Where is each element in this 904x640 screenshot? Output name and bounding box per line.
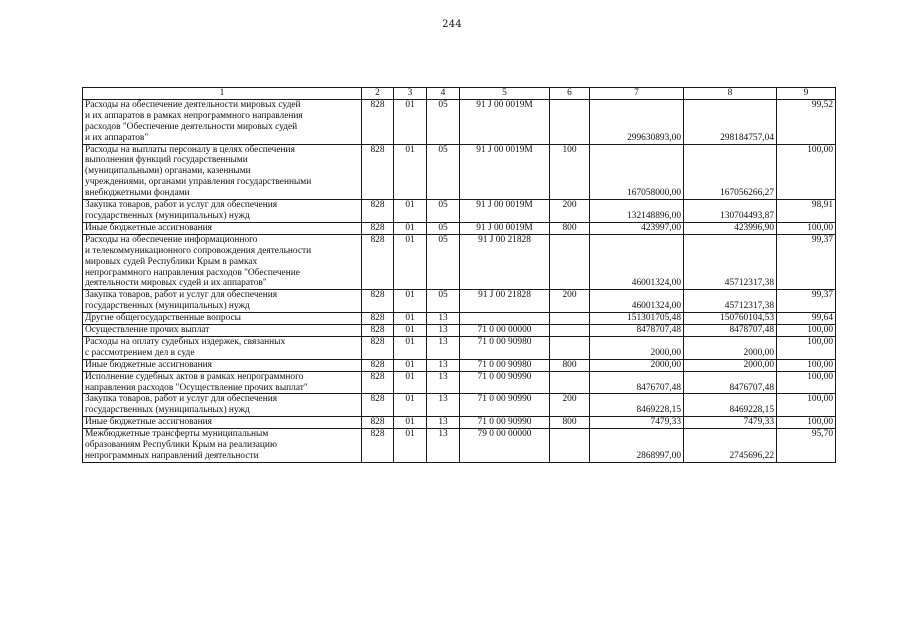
planned-amount-cell [590,313,684,325]
expense-type-code-cell [550,429,590,463]
executed-amount-cell [684,359,777,371]
target-article-code: 91 J 00 0019M [476,222,533,233]
planned-amount: 132148896,00 [627,210,681,221]
row-name: Закупка товаров, работ и услуг для обеспечения государственных (муниципальных) нужд [85,290,278,312]
executed-amount: 298184757,04 [720,132,774,143]
admin-code: 828 [370,200,385,211]
section-code: 01 [405,325,415,336]
expense-type-code: 800 [562,222,577,233]
subsection-code-cell [427,222,460,234]
admin-code: 828 [370,144,385,155]
target-article-code: 91 J 00 0019M [476,200,533,211]
planned-amount: 151301705,48 [627,313,681,324]
execution-percent: 100,00 [807,336,833,347]
admin-code: 828 [370,325,385,336]
target-article-code-cell [460,336,550,359]
section-code-cell [394,222,427,234]
expense-type-code-cell [550,371,590,394]
target-article-code-cell [460,359,550,371]
row-name: Исполнение судебных актов в рамках непрограммного направления расходов "Осуществление прочих выплат" [85,371,308,393]
column-header: 1 [83,88,362,100]
expense-type-code-cell [550,394,590,417]
table-row [83,200,836,223]
expense-type-code-cell [550,417,590,429]
execution-percent-cell [777,429,836,463]
expense-type-code-cell [550,313,590,325]
section-code-cell [394,313,427,325]
subsection-code: 13 [438,336,448,347]
subsection-code-cell [427,336,460,359]
section-code-cell [394,394,427,417]
planned-amount-cell [590,429,684,463]
section-code: 01 [405,371,415,382]
execution-percent: 95,70 [811,429,833,440]
target-article-code: 71 0 00 00000 [477,325,532,336]
target-article-code: 71 0 00 90980 [477,336,532,347]
table-row [83,394,836,417]
page-number: 244 [442,19,462,30]
execution-percent: 100,00 [807,359,833,370]
admin-code-cell [362,417,394,429]
admin-code-cell [362,234,394,290]
executed-amount-cell [684,325,777,337]
row-name-cell [83,394,362,417]
section-code: 01 [405,336,415,347]
subsection-code-cell [427,200,460,223]
execution-percent-cell [777,371,836,394]
section-code-cell [394,290,427,313]
subsection-code-cell [427,99,460,144]
executed-amount: 45712317,38 [724,301,774,312]
section-code-cell [394,417,427,429]
target-article-code-cell [460,371,550,394]
row-name: Расходы на обеспечение деятельности мировых судей и их аппаратов в рамках непрограммного направления расходов "Обеспечение деятельности мировых судей и их аппаратов" [85,99,303,143]
execution-percent: 100,00 [807,325,833,336]
planned-amount-cell [590,359,684,371]
planned-amount-cell [590,371,684,394]
execution-percent: 100,00 [807,144,833,155]
execution-percent-cell [777,325,836,337]
target-article-code-cell [460,200,550,223]
planned-amount-cell [590,336,684,359]
row-name-cell [83,417,362,429]
section-code-cell [394,99,427,144]
execution-percent-cell [777,222,836,234]
execution-percent: 99,37 [811,234,833,245]
expense-type-code-cell [550,359,590,371]
planned-amount-cell [590,144,684,200]
row-name: Иные бюджетные ассигнования [85,222,212,233]
execution-percent-cell [777,290,836,313]
section-code: 01 [405,234,415,245]
section-code-cell [394,234,427,290]
execution-percent-cell [777,234,836,290]
admin-code: 828 [370,429,385,440]
planned-amount: 2868997,00 [636,451,681,461]
subsection-code-cell [427,371,460,394]
admin-code-cell [362,200,394,223]
admin-code-cell [362,429,394,463]
row-name: Расходы на выплаты персоналу в целях обеспечения выполнения функций государственными (муниципальными) органами, казенными учреждениями, органами управления государственными внебюджетными фондами [85,144,312,199]
executed-amount: 2000,00 [743,359,774,370]
executed-amount-cell [684,234,777,290]
subsection-code: 13 [438,394,448,405]
executed-amount-cell [684,313,777,325]
target-article-code: 71 0 00 90990 [477,417,532,428]
subsection-code: 05 [438,99,448,110]
column-header: 3 [394,88,427,100]
subsection-code: 13 [438,371,448,382]
target-article-code-cell [460,234,550,290]
table-row [83,429,836,463]
subsection-code-cell [427,325,460,337]
table-row [83,371,836,394]
target-article-code: 91 J 00 21828 [478,290,531,301]
row-name: Расходы на обеспечение информационного и телекоммуникационного сопровождения деятельности мировых судей Республики Крым в рамках непрограммного направления расходов "Обеспечение деятельности мировых судей и их аппаратов" [85,234,312,289]
executed-amount: 8476707,48 [729,382,774,393]
row-name-cell [83,429,362,463]
execution-percent-cell [777,200,836,223]
executed-amount-cell [684,336,777,359]
section-code-cell [394,325,427,337]
expense-type-code: 200 [562,200,577,211]
execution-percent: 99,52 [811,99,833,110]
expense-type-code-cell [550,222,590,234]
row-name-cell [83,200,362,223]
section-code-cell [394,144,427,200]
planned-amount: 2000,00 [650,347,681,358]
execution-percent: 99,64 [811,313,833,324]
expense-type-code-cell [550,99,590,144]
subsection-code: 05 [438,200,448,211]
subsection-code-cell [427,417,460,429]
target-article-code: 79 0 00 00000 [477,429,532,440]
expense-type-code-cell [550,290,590,313]
subsection-code-cell [427,290,460,313]
admin-code: 828 [370,99,385,110]
executed-amount-cell [684,200,777,223]
column-header: 8 [684,88,777,100]
row-name-cell [83,234,362,290]
budget-table [82,87,836,463]
target-article-code-cell [460,144,550,200]
row-name-cell [83,371,362,394]
target-article-code-cell [460,325,550,337]
column-header: 5 [460,88,550,100]
execution-percent: 100,00 [807,222,833,233]
admin-code-cell [362,99,394,144]
row-name: Иные бюджетные ассигнования [85,417,212,428]
row-name-cell [83,359,362,371]
subsection-code-cell [427,144,460,200]
admin-code: 828 [370,417,385,428]
executed-amount: 45712317,38 [724,278,774,289]
admin-code-cell [362,325,394,337]
target-article-code: 71 0 00 90980 [477,359,532,370]
planned-amount: 299630893,00 [627,132,681,143]
executed-amount-cell [684,417,777,429]
planned-amount-cell [590,99,684,144]
planned-amount-cell [590,200,684,223]
admin-code-cell [362,313,394,325]
admin-code: 828 [370,234,385,245]
executed-amount: 2745696,22 [729,451,774,461]
section-code-cell [394,359,427,371]
row-name: Другие общегосударственные вопросы [85,313,241,324]
admin-code-cell [362,359,394,371]
target-article-code-cell [460,313,550,325]
row-name: Межбюджетные трансферты муниципальным образованиям Республики Крым на реализацию непрограммных направлений деятельности [85,429,277,461]
row-name: Расходы на оплату судебных издержек, связанных с рассмотрением дел в суде [85,336,286,358]
table-row [83,99,836,144]
subsection-code: 05 [438,222,448,233]
table-row [83,290,836,313]
execution-percent: 100,00 [807,371,833,382]
subsection-code-cell [427,394,460,417]
executed-amount-cell [684,99,777,144]
header-row [83,88,836,100]
row-name-cell [83,336,362,359]
planned-amount-cell [590,222,684,234]
executed-amount: 423996,90 [734,222,774,233]
table-row [83,336,836,359]
subsection-code-cell [427,429,460,463]
planned-amount-cell [590,394,684,417]
execution-percent-cell [777,336,836,359]
expense-type-code: 800 [562,417,577,428]
column-header: 4 [427,88,460,100]
execution-percent-cell [777,99,836,144]
section-code: 01 [405,290,415,301]
execution-percent-cell [777,313,836,325]
section-code: 01 [405,429,415,440]
table-row [83,144,836,200]
executed-amount-cell [684,222,777,234]
subsection-code-cell [427,234,460,290]
subsection-code: 13 [438,313,448,324]
executed-amount-cell [684,371,777,394]
row-name-cell [83,313,362,325]
planned-amount-cell [590,417,684,429]
section-code: 01 [405,144,415,155]
row-name-cell [83,325,362,337]
row-name-cell [83,99,362,144]
execution-percent-cell [777,359,836,371]
subsection-code-cell [427,359,460,371]
admin-code: 828 [370,336,385,347]
section-code-cell [394,336,427,359]
planned-amount: 167058000,00 [627,188,681,199]
table-row [83,234,836,290]
row-name: Осуществление прочих выплат [85,325,210,336]
target-article-code-cell [460,99,550,144]
section-code: 01 [405,222,415,233]
expense-type-code: 200 [562,394,577,405]
execution-percent: 100,00 [807,417,833,428]
subsection-code: 13 [438,359,448,370]
execution-percent: 100,00 [807,394,833,405]
executed-amount: 7479,33 [743,417,774,428]
execution-percent-cell [777,394,836,417]
executed-amount-cell [684,394,777,417]
target-article-code-cell [460,222,550,234]
target-article-code-cell [460,417,550,429]
subsection-code: 13 [438,325,448,336]
subsection-code: 05 [438,234,448,245]
target-article-code-cell [460,290,550,313]
column-header: 7 [590,88,684,100]
expense-type-code-cell [550,325,590,337]
admin-code: 828 [370,394,385,405]
expense-type-code-cell [550,336,590,359]
expense-type-code: 200 [562,290,577,301]
planned-amount: 7479,33 [650,417,681,428]
subsection-code: 13 [438,417,448,428]
planned-amount: 8476707,48 [636,382,681,393]
subsection-code: 05 [438,144,448,155]
table-row [83,325,836,337]
executed-amount-cell [684,290,777,313]
row-name-cell [83,290,362,313]
row-name: Иные бюджетные ассигнования [85,359,212,370]
table-row [83,359,836,371]
table-row [83,313,836,325]
admin-code-cell [362,394,394,417]
expense-type-code: 800 [562,359,577,370]
section-code: 01 [405,359,415,370]
planned-amount: 46001324,00 [631,278,681,289]
executed-amount: 130704493,87 [720,210,774,221]
target-article-code: 91 J 00 0019M [476,99,533,110]
expense-type-code-cell [550,144,590,200]
subsection-code: 13 [438,429,448,440]
expense-type-code-cell [550,200,590,223]
executed-amount: 8478707,48 [729,325,774,336]
table-row [83,417,836,429]
admin-code-cell [362,290,394,313]
admin-code: 828 [370,222,385,233]
admin-code-cell [362,371,394,394]
table-row [83,222,836,234]
planned-amount: 423997,00 [641,222,681,233]
admin-code: 828 [370,359,385,370]
admin-code: 828 [370,371,385,382]
column-header: 6 [550,88,590,100]
row-name-cell [83,222,362,234]
admin-code: 828 [370,313,385,324]
target-article-code: 71 0 00 90990 [477,394,532,405]
column-header: 9 [777,88,836,100]
target-article-code-cell [460,429,550,463]
section-code: 01 [405,417,415,428]
planned-amount-cell [590,325,684,337]
row-name: Закупка товаров, работ и услуг для обеспечения государственных (муниципальных) нужд [85,200,278,221]
admin-code: 828 [370,290,385,301]
row-name: Закупка товаров, работ и услуг для обеспечения государственных (муниципальных) нужд [85,394,278,416]
section-code-cell [394,371,427,394]
expense-type-code: 100 [562,144,577,155]
executed-amount: 167056266,27 [720,188,774,199]
planned-amount-cell [590,234,684,290]
executed-amount: 150760104,53 [720,313,774,324]
section-code: 01 [405,99,415,110]
subsection-code: 05 [438,290,448,301]
planned-amount: 8469228,15 [636,405,681,416]
section-code-cell [394,429,427,463]
execution-percent-cell [777,144,836,200]
admin-code-cell [362,222,394,234]
column-header: 2 [362,88,394,100]
executed-amount: 8469228,15 [729,405,774,416]
expense-type-code-cell [550,234,590,290]
planned-amount: 8478707,48 [636,325,681,336]
section-code-cell [394,200,427,223]
admin-code-cell [362,144,394,200]
section-code: 01 [405,394,415,405]
executed-amount-cell [684,429,777,463]
executed-amount: 2000,00 [743,347,774,358]
subsection-code-cell [427,313,460,325]
section-code: 01 [405,200,415,211]
execution-percent: 98,91 [811,200,833,211]
row-name-cell [83,144,362,200]
executed-amount-cell [684,144,777,200]
planned-amount: 46001324,00 [631,301,681,312]
execution-percent-cell [777,417,836,429]
target-article-code-cell [460,394,550,417]
planned-amount: 2000,00 [650,359,681,370]
section-code: 01 [405,313,415,324]
execution-percent: 99,37 [811,290,833,301]
target-article-code: 71 0 00 90990 [477,371,532,382]
planned-amount-cell [590,290,684,313]
target-article-code: 91 J 00 0019M [476,144,533,155]
target-article-code: 91 J 00 21828 [478,234,531,245]
admin-code-cell [362,336,394,359]
